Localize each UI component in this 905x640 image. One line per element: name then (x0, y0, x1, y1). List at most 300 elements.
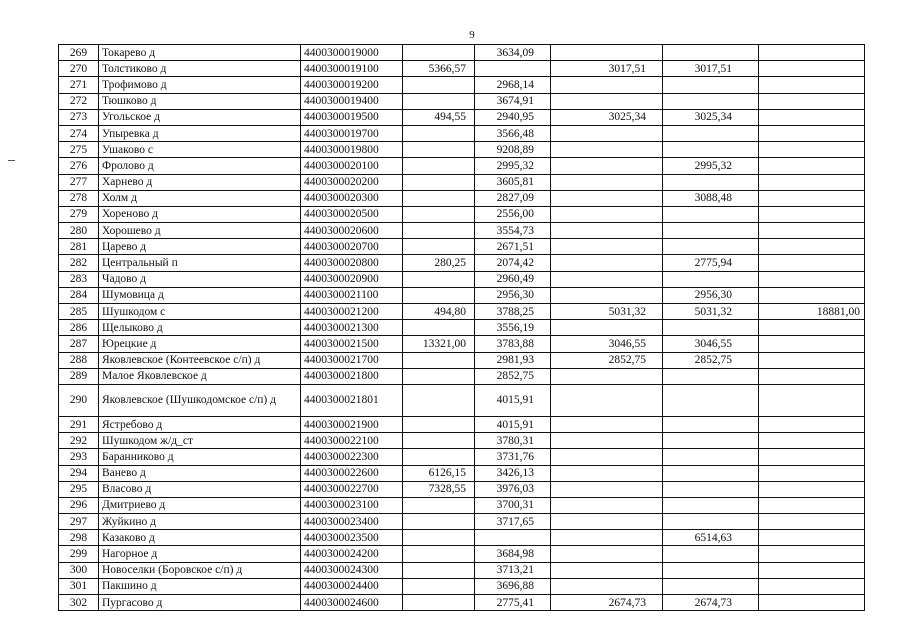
code-cell: 4400300021200 (301, 304, 403, 320)
value-col-3-cell (551, 449, 663, 465)
value-col-3-cell (551, 45, 663, 61)
table-row (59, 304, 865, 320)
row-number-cell: 298 (59, 530, 99, 546)
table-row (59, 336, 865, 352)
value-col-1-cell (403, 142, 475, 158)
value-col-1-cell: 13321,00 (403, 336, 475, 352)
code-cell: 4400300019200 (301, 77, 403, 93)
value-col-4-cell: 2852,75 (663, 352, 759, 368)
value-col-1-cell: 494,80 (403, 304, 475, 320)
settlement-name-cell: Баранниково д (99, 449, 301, 465)
value-col-5-cell (759, 93, 865, 109)
value-col-5-cell (759, 336, 865, 352)
value-col-3-cell (551, 142, 663, 158)
value-col-5-cell (759, 45, 865, 61)
settlement-name-cell: Угольское д (99, 109, 301, 125)
value-col-2-cell: 3731,76 (475, 449, 551, 465)
value-col-1-cell (403, 497, 475, 513)
value-col-1-cell (403, 77, 475, 93)
value-col-5-cell (759, 158, 865, 174)
row-number-cell: 294 (59, 465, 99, 481)
table-row (59, 255, 865, 271)
code-cell: 4400300024200 (301, 546, 403, 562)
value-col-5-cell (759, 384, 865, 416)
value-col-2-cell: 3717,65 (475, 514, 551, 530)
value-col-5-cell (759, 223, 865, 239)
value-col-2-cell: 2556,00 (475, 206, 551, 222)
value-col-2-cell: 3713,21 (475, 562, 551, 578)
value-col-5-cell (759, 368, 865, 384)
value-col-5-cell (759, 497, 865, 513)
table-row (59, 595, 865, 611)
value-col-4-cell: 2995,32 (663, 158, 759, 174)
settlement-name-cell: Ушаково с (99, 142, 301, 158)
data-table (58, 44, 865, 611)
code-cell: 4400300019100 (301, 61, 403, 77)
settlement-name-cell: Малое Яковлевское д (99, 368, 301, 384)
row-number-cell: 302 (59, 595, 99, 611)
value-col-4-cell (663, 45, 759, 61)
value-col-5-cell (759, 416, 865, 432)
value-col-3-cell (551, 546, 663, 562)
value-col-4-cell (663, 93, 759, 109)
value-col-5-cell (759, 546, 865, 562)
table-row (59, 481, 865, 497)
settlement-name-cell: Холм д (99, 190, 301, 206)
settlement-name-cell: Жуйкино д (99, 514, 301, 530)
row-number-cell: 291 (59, 416, 99, 432)
code-cell: 4400300020300 (301, 190, 403, 206)
table-row (59, 368, 865, 384)
table-body (59, 45, 865, 611)
value-col-4-cell: 3088,48 (663, 190, 759, 206)
value-col-5-cell (759, 320, 865, 336)
value-col-1-cell (403, 93, 475, 109)
settlement-name-cell: Юрецкие д (99, 336, 301, 352)
table-row (59, 174, 865, 190)
value-col-4-cell (663, 271, 759, 287)
code-cell: 4400300021100 (301, 287, 403, 303)
row-number-cell: 286 (59, 320, 99, 336)
row-number-cell: 273 (59, 109, 99, 125)
value-col-3-cell (551, 93, 663, 109)
value-col-1-cell (403, 320, 475, 336)
value-col-1-cell: 494,55 (403, 109, 475, 125)
table-row (59, 530, 865, 546)
value-col-2-cell: 3554,73 (475, 223, 551, 239)
row-number-cell: 281 (59, 239, 99, 255)
row-number-cell: 274 (59, 125, 99, 141)
code-cell: 4400300021500 (301, 336, 403, 352)
value-col-5-cell (759, 433, 865, 449)
settlement-name-cell: Токарево д (99, 45, 301, 61)
value-col-5-cell (759, 352, 865, 368)
settlement-name-cell: Нагорное д (99, 546, 301, 562)
value-col-4-cell (663, 578, 759, 594)
value-col-1-cell (403, 449, 475, 465)
value-col-5-cell (759, 465, 865, 481)
value-col-3-cell (551, 368, 663, 384)
value-col-3-cell (551, 271, 663, 287)
code-cell: 4400300019800 (301, 142, 403, 158)
value-col-5-cell (759, 255, 865, 271)
code-cell: 4400300019400 (301, 93, 403, 109)
table-row (59, 142, 865, 158)
row-number-cell: 293 (59, 449, 99, 465)
value-col-3-cell (551, 174, 663, 190)
value-col-4-cell (663, 142, 759, 158)
code-cell: 4400300021700 (301, 352, 403, 368)
value-col-2-cell: 2968,14 (475, 77, 551, 93)
value-col-3-cell: 2852,75 (551, 352, 663, 368)
value-col-4-cell: 3017,51 (663, 61, 759, 77)
value-col-2-cell: 3426,13 (475, 465, 551, 481)
code-cell: 4400300024600 (301, 595, 403, 611)
value-col-1-cell: 5366,57 (403, 61, 475, 77)
row-number-cell: 279 (59, 206, 99, 222)
value-col-2-cell: 3674,91 (475, 93, 551, 109)
row-number-cell: 285 (59, 304, 99, 320)
value-col-5-cell (759, 562, 865, 578)
value-col-1-cell (403, 352, 475, 368)
row-number-cell: 271 (59, 77, 99, 93)
value-col-5-cell (759, 206, 865, 222)
page-number: 9 (469, 29, 475, 41)
code-cell: 4400300019700 (301, 125, 403, 141)
row-number-cell: 297 (59, 514, 99, 530)
table-row (59, 514, 865, 530)
code-cell: 4400300023400 (301, 514, 403, 530)
settlement-name-cell: Пургасово д (99, 595, 301, 611)
row-number-cell: 278 (59, 190, 99, 206)
value-col-2-cell (475, 530, 551, 546)
value-col-3-cell: 2674,73 (551, 595, 663, 611)
value-col-3-cell (551, 514, 663, 530)
table-row (59, 416, 865, 432)
table-row (59, 109, 865, 125)
code-cell: 4400300021800 (301, 368, 403, 384)
value-col-5-cell (759, 514, 865, 530)
value-col-3-cell (551, 497, 663, 513)
code-cell: 4400300024400 (301, 578, 403, 594)
value-col-3-cell (551, 125, 663, 141)
table-row (59, 61, 865, 77)
value-col-4-cell: 3025,34 (663, 109, 759, 125)
value-col-3-cell (551, 158, 663, 174)
row-number-cell: 272 (59, 93, 99, 109)
value-col-1-cell (403, 416, 475, 432)
value-col-1-cell (403, 206, 475, 222)
row-number-cell: 296 (59, 497, 99, 513)
code-cell: 4400300020700 (301, 239, 403, 255)
table-row (59, 93, 865, 109)
settlement-name-cell: Казаково д (99, 530, 301, 546)
settlement-name-cell: Чадово д (99, 271, 301, 287)
row-number-cell: 292 (59, 433, 99, 449)
row-number-cell: 299 (59, 546, 99, 562)
value-col-1-cell (403, 433, 475, 449)
value-col-3-cell (551, 190, 663, 206)
table-row (59, 239, 865, 255)
value-col-4-cell (663, 320, 759, 336)
value-col-4-cell (663, 368, 759, 384)
table-row (59, 352, 865, 368)
value-col-2-cell: 2960,49 (475, 271, 551, 287)
row-number-cell: 290 (59, 384, 99, 416)
settlement-name-cell: Толстиково д (99, 61, 301, 77)
row-number-cell: 280 (59, 223, 99, 239)
code-cell: 4400300023500 (301, 530, 403, 546)
value-col-5-cell (759, 109, 865, 125)
value-col-1-cell: 6126,15 (403, 465, 475, 481)
value-col-2-cell: 2775,41 (475, 595, 551, 611)
row-number-cell: 284 (59, 287, 99, 303)
value-col-4-cell: 6514,63 (663, 530, 759, 546)
settlement-name-cell: Упыревка д (99, 125, 301, 141)
value-col-4-cell: 2956,30 (663, 287, 759, 303)
value-col-2-cell: 3634,09 (475, 45, 551, 61)
settlement-name-cell: Ванево д (99, 465, 301, 481)
value-col-5-cell (759, 239, 865, 255)
settlement-name-cell: Яковлевское (Шушкодомское с/п) д (99, 384, 301, 416)
code-cell: 4400300020500 (301, 206, 403, 222)
code-cell: 4400300019000 (301, 45, 403, 61)
value-col-2-cell: 2074,42 (475, 255, 551, 271)
row-number-cell: 295 (59, 481, 99, 497)
value-col-3-cell: 3046,55 (551, 336, 663, 352)
table-row (59, 546, 865, 562)
value-col-4-cell (663, 416, 759, 432)
value-col-2-cell: 2981,93 (475, 352, 551, 368)
value-col-2-cell: 3700,31 (475, 497, 551, 513)
value-col-1-cell (403, 595, 475, 611)
code-cell: 4400300023100 (301, 497, 403, 513)
value-col-3-cell (551, 255, 663, 271)
value-col-5-cell (759, 77, 865, 93)
value-col-5-cell (759, 142, 865, 158)
code-cell: 4400300020900 (301, 271, 403, 287)
table-row (59, 465, 865, 481)
value-col-2-cell: 3684,98 (475, 546, 551, 562)
settlement-name-cell: Царево д (99, 239, 301, 255)
value-col-2-cell: 4015,91 (475, 384, 551, 416)
value-col-4-cell: 2775,94 (663, 255, 759, 271)
value-col-2-cell: 2827,09 (475, 190, 551, 206)
value-col-1-cell (403, 368, 475, 384)
value-col-4-cell: 3046,55 (663, 336, 759, 352)
settlement-name-cell: Щелыково д (99, 320, 301, 336)
table-row (59, 190, 865, 206)
value-col-1-cell (403, 223, 475, 239)
value-col-2-cell: 3696,88 (475, 578, 551, 594)
value-col-1-cell: 280,25 (403, 255, 475, 271)
value-col-2-cell: 3605,81 (475, 174, 551, 190)
settlement-name-cell: Ястребово д (99, 416, 301, 432)
table-row (59, 206, 865, 222)
code-cell: 4400300020600 (301, 223, 403, 239)
value-col-2-cell: 2995,32 (475, 158, 551, 174)
value-col-2-cell: 9208,89 (475, 142, 551, 158)
value-col-4-cell (663, 125, 759, 141)
value-col-1-cell (403, 287, 475, 303)
code-cell: 4400300021900 (301, 416, 403, 432)
value-col-4-cell (663, 514, 759, 530)
value-col-3-cell (551, 223, 663, 239)
value-col-5-cell (759, 530, 865, 546)
settlement-name-cell: Яковлевское (Контеевское с/п) д (99, 352, 301, 368)
value-col-1-cell (403, 562, 475, 578)
value-col-5-cell (759, 125, 865, 141)
table-row (59, 77, 865, 93)
settlement-name-cell: Пакшино д (99, 578, 301, 594)
value-col-5-cell (759, 578, 865, 594)
table-row (59, 271, 865, 287)
value-col-2-cell: 2940,95 (475, 109, 551, 125)
value-col-2-cell: 3788,25 (475, 304, 551, 320)
value-col-3-cell (551, 433, 663, 449)
value-col-3-cell (551, 320, 663, 336)
settlement-name-cell: Дмитриево д (99, 497, 301, 513)
code-cell: 4400300022600 (301, 465, 403, 481)
value-col-4-cell (663, 223, 759, 239)
settlement-name-cell: Власово д (99, 481, 301, 497)
table-row (59, 45, 865, 61)
value-col-3-cell (551, 239, 663, 255)
row-number-cell: 300 (59, 562, 99, 578)
value-col-4-cell: 2674,73 (663, 595, 759, 611)
value-col-4-cell (663, 384, 759, 416)
settlement-name-cell: Хореново д (99, 206, 301, 222)
settlement-name-cell: Шушкодом ж/д_ст (99, 433, 301, 449)
value-col-5-cell (759, 174, 865, 190)
value-col-1-cell (403, 546, 475, 562)
value-col-1-cell (403, 190, 475, 206)
value-col-5-cell: 18881,00 (759, 304, 865, 320)
value-col-4-cell (663, 481, 759, 497)
value-col-3-cell (551, 206, 663, 222)
table-row (59, 125, 865, 141)
value-col-3-cell: 5031,32 (551, 304, 663, 320)
value-col-4-cell (663, 497, 759, 513)
row-number-cell: 276 (59, 158, 99, 174)
settlement-name-cell: Фролово д (99, 158, 301, 174)
row-number-cell: 275 (59, 142, 99, 158)
settlement-name-cell: Харнево д (99, 174, 301, 190)
value-col-1-cell (403, 530, 475, 546)
table-row (59, 497, 865, 513)
value-col-2-cell: 3566,48 (475, 125, 551, 141)
settlement-name-cell: Тюшково д (99, 93, 301, 109)
row-number-cell: 282 (59, 255, 99, 271)
value-col-2-cell (475, 61, 551, 77)
value-col-1-cell (403, 271, 475, 287)
value-col-5-cell (759, 61, 865, 77)
table-row (59, 384, 865, 416)
row-number-cell: 288 (59, 352, 99, 368)
value-col-4-cell (663, 562, 759, 578)
value-col-1-cell: 7328,55 (403, 481, 475, 497)
value-col-3-cell: 3025,34 (551, 109, 663, 125)
table-row (59, 449, 865, 465)
value-col-2-cell: 2852,75 (475, 368, 551, 384)
value-col-2-cell: 3780,31 (475, 433, 551, 449)
value-col-1-cell (403, 158, 475, 174)
value-col-3-cell (551, 77, 663, 93)
settlement-name-cell: Центральный п (99, 255, 301, 271)
value-col-2-cell: 3556,19 (475, 320, 551, 336)
table-row (59, 223, 865, 239)
value-col-5-cell (759, 287, 865, 303)
table-row (59, 578, 865, 594)
value-col-1-cell (403, 45, 475, 61)
settlement-name-cell: Новоселки (Боровское с/п) д (99, 562, 301, 578)
settlement-name-cell: Шумовица д (99, 287, 301, 303)
settlement-name-cell: Трофимово д (99, 77, 301, 93)
table-row (59, 158, 865, 174)
value-col-3-cell (551, 578, 663, 594)
value-col-3-cell (551, 384, 663, 416)
code-cell: 4400300021300 (301, 320, 403, 336)
value-col-3-cell: 3017,51 (551, 61, 663, 77)
value-col-3-cell (551, 481, 663, 497)
value-col-5-cell (759, 190, 865, 206)
value-col-1-cell (403, 578, 475, 594)
value-col-4-cell (663, 465, 759, 481)
table-row (59, 433, 865, 449)
value-col-4-cell (663, 546, 759, 562)
value-col-1-cell (403, 514, 475, 530)
value-col-4-cell (663, 239, 759, 255)
value-col-4-cell (663, 206, 759, 222)
row-number-cell: 287 (59, 336, 99, 352)
table-row (59, 562, 865, 578)
value-col-3-cell (551, 465, 663, 481)
settlement-name-cell: Хорошево д (99, 223, 301, 239)
value-col-5-cell (759, 595, 865, 611)
code-cell: 4400300019500 (301, 109, 403, 125)
value-col-2-cell: 2671,51 (475, 239, 551, 255)
code-cell: 4400300022300 (301, 449, 403, 465)
code-cell: 4400300022700 (301, 481, 403, 497)
value-col-5-cell (759, 481, 865, 497)
row-number-cell: 301 (59, 578, 99, 594)
value-col-1-cell (403, 239, 475, 255)
value-col-3-cell (551, 416, 663, 432)
row-number-cell: 269 (59, 45, 99, 61)
row-number-cell: 277 (59, 174, 99, 190)
value-col-3-cell (551, 530, 663, 546)
value-col-4-cell (663, 449, 759, 465)
value-col-3-cell (551, 562, 663, 578)
value-col-4-cell: 5031,32 (663, 304, 759, 320)
value-col-4-cell (663, 174, 759, 190)
scan-mark (8, 160, 15, 161)
value-col-4-cell (663, 433, 759, 449)
settlement-name-cell: Шушкодом с (99, 304, 301, 320)
value-col-2-cell: 2956,30 (475, 287, 551, 303)
code-cell: 4400300024300 (301, 562, 403, 578)
row-number-cell: 283 (59, 271, 99, 287)
table-row (59, 287, 865, 303)
value-col-1-cell (403, 125, 475, 141)
value-col-4-cell (663, 77, 759, 93)
code-cell: 4400300021801 (301, 384, 403, 416)
value-col-1-cell (403, 384, 475, 416)
value-col-5-cell (759, 449, 865, 465)
value-col-2-cell: 3976,03 (475, 481, 551, 497)
code-cell: 4400300020100 (301, 158, 403, 174)
value-col-2-cell: 3783,88 (475, 336, 551, 352)
